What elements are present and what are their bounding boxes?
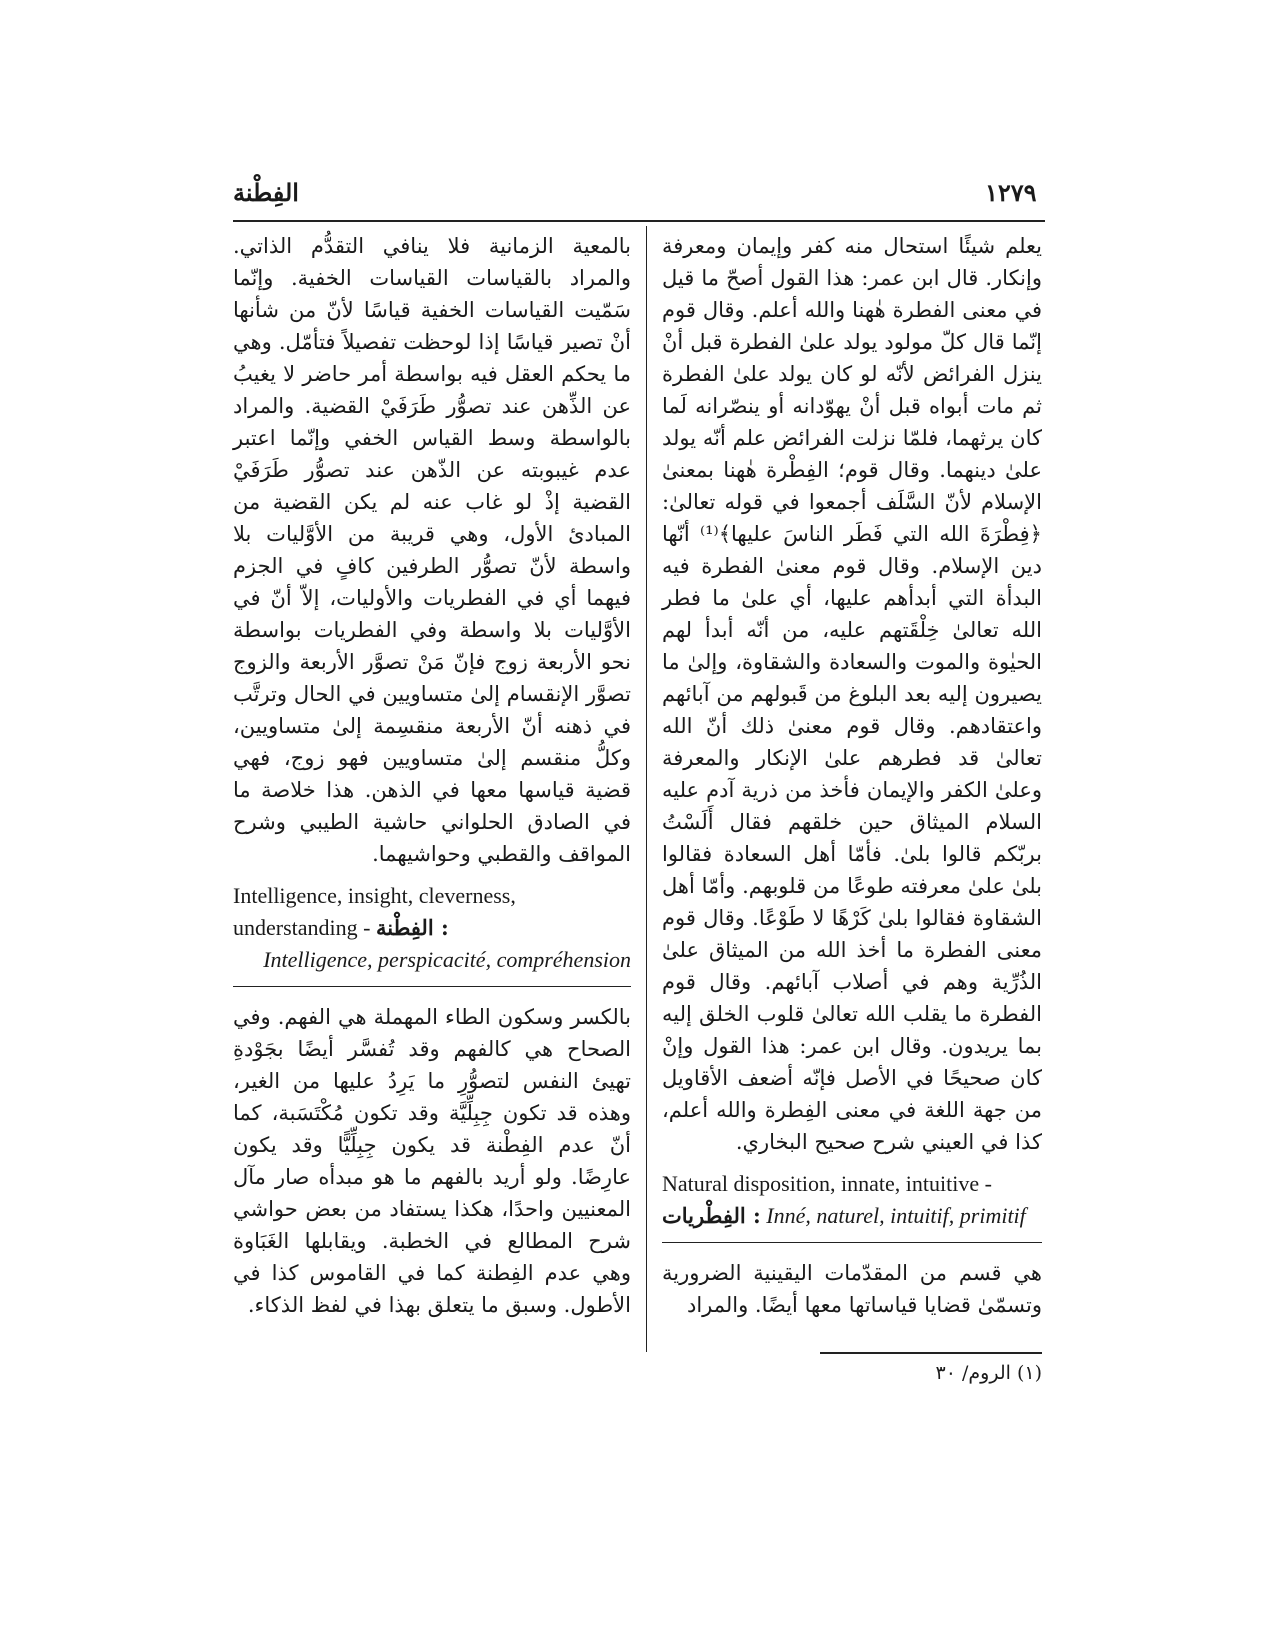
- footnote: (١) الروم/ ٣٠: [935, 1362, 1042, 1384]
- dictionary-entry-heading: [233, 880, 631, 976]
- entry-term: الفِطْريات :: [662, 1203, 761, 1228]
- dictionary-entry-heading: [662, 1168, 1042, 1232]
- right-column: [662, 230, 1042, 1321]
- header-rule: [233, 220, 1045, 222]
- body-paragraph: بالكسر وسكون الطاء المهملة هي الفهم. وفي الصحاح هي كالفهم وقد تُفسَّر أيضًا بجَوْدةِ تهيئ النفس لتصوُّرِ ما يَرِدُ عليها من الغير، وهذه قد تكون جِبِلِّيَّة وقد تكون مُكْتَسَبة، كما أنّ عدم الفِطْنة قد يكون جِبِلِّيًّا وقد يكون عارِضًا. ولو أريد بالفهم ما هو مبدأه صار مآل المعنيين واحدًا، هكذا يستفاد من بعض حواشي شرح المطالع في الخطبة. ويقابلها الغَبَاوة وهي عدم الفِطنة كما في القاموس كذا في الأطول. وسبق ما يتعلق بهذا في لفظ الذكاء.: [233, 1005, 631, 1317]
- entry-english: Natural disposition, innate, intuitive -: [662, 1171, 992, 1196]
- footnote-rule: [820, 1352, 1042, 1354]
- body-paragraph: بالمعية الزمانية فلا ينافي التقدُّم الذاتي. والمراد بالقياسات القياسات الخفية. وإنّما سَمّيت القياسات الخفية قياسًا لأنّ من شأنها أنْ تصير قياسًا إذا لوحظت تفصيلاً فتأمّل. وهي ما يحكم العقل فيه بواسطة أمر حاضر لا يغيبُ عن الذِّهن عند تصوُّر طَرَفَيْ القضية. والمراد بالواسطة وسط القياس الخفي وإنّما اعتبر عدم غيبوبته عن الذّهن عند تصوُّر طَرَفَيْ القضية إذْ لو غاب عنه لم يكن القضية من المبادئ الأول، وهي قريبة من الأوَّليات بلا واسطة لأنّ تصوُّر الطرفين كافٍ في الجزم فيهما أي في الفطريات والأوليات، إلاّ أنّ في الأوَّليات بلا واسطة وفي الفطريات بواسطة نحو الأربعة زوج فإنّ مَنْ تصوَّر الأربعة والزوج تصوَّر الإنقسام إلىٰ متساويين في الحال وترتَّب في ذهنه أنّ الأربعة منقسِمة إلىٰ متساويين، وكلُّ منقسم إلىٰ متساويين فهو زوج، فهي قضية قياسها معها في الذهن. هذا خلاصة ما في الصادق الحلواني حاشية الطيبي وشرح المواقف والقطبي وحواشيهما.: [233, 234, 631, 866]
- entry-term: الفِطْنة :: [375, 915, 449, 940]
- running-title: الفِطْنة: [233, 178, 299, 207]
- entry-french: Inné, naturel, intuitif, primitif: [766, 1203, 1026, 1228]
- left-column: [233, 230, 631, 1321]
- entry-rule: [233, 986, 631, 987]
- entry-english: Intelligence, insight, cleverness, understanding -: [233, 883, 516, 940]
- body-paragraph: هي قسم من المقدّمات اليقينية الضرورية وتسمّىٰ قضايا قياساتها معها أيضًا. والمراد: [662, 1261, 1042, 1317]
- entry-rule: [662, 1242, 1042, 1243]
- entry-french: Intelligence, perspicacité, compréhension: [263, 947, 631, 972]
- body-paragraph: يعلم شيئًا استحال منه كفر وإيمان ومعرفة وإنكار. قال ابن عمر: هذا القول أصحّ ما قيل في معنى الفطرة هٰهنا والله أعلم. وقال قوم إنّما قال كلّ مولود يولد علىٰ الفطرة قبل أنْ ينزل الفرائض لأنّه لو كان يولد علىٰ الفطرة ثم مات أبواه قبل أنْ يهوّدانه أو ينصّرانه لَما كان يرثهما، فلمّا نزلت الفرائض علم أنّه يولد علىٰ دينهما. وقال قوم؛ الفِطْرة هٰهنا بمعنىٰ الإسلام لأنّ السَّلَف أجمعوا في قوله تعالىٰ: ﴿فِطْرَةَ الله التي فَطَر الناسَ عليها﴾⁽¹⁾ أنّها دين الإسلام. وقال قوم معنىٰ الفطرة فيه البدأة التي أبدأهم عليها، أي علىٰ ما فطر الله تعالىٰ خِلْقَتهم عليه، من أنّه أبدأ لهم الحيٰوة والموت والسعادة والشقاوة، وإلىٰ ما يصيرون إليه بعد البلوغ من قَبولهم من آبائهم واعتقادهم. وقال قوم معنىٰ ذلك أنّ الله تعالىٰ قد فطرهم علىٰ الإنكار والمعرفة وعلىٰ الكفر والإيمان فأخذ من ذرية آدم عليه السلام الميثاق حين خلقهم فقال أَلَسْتُ بربّكم قالوا بلىٰ. فأمّا أهل السعادة فقالوا بلىٰ علىٰ معرفته طوعًا من قلوبهم. وأمّا أهل الشقاوة فقالوا بلىٰ كَرْهًا لا طَوْعًا. وقال قوم معنى الفطرة ما أخذ الله من الميثاق علىٰ الذُرِّية وهم في أصلاب آبائهم. وقال قوم الفطرة ما يقلب الله تعالىٰ قلوب الخلق إليه بما يريدون. وقال ابن عمر: هذا القول وإنْ كان صحيحًا في الأصل فإنّه أضعف الأقاويل من جهة اللغة في معنى الفِطرة والله أعلم، كذا في العيني شرح صحيح البخاري.: [662, 234, 1042, 1154]
- column-divider: [646, 226, 647, 1352]
- page-number: ١٢٧٩: [985, 178, 1037, 207]
